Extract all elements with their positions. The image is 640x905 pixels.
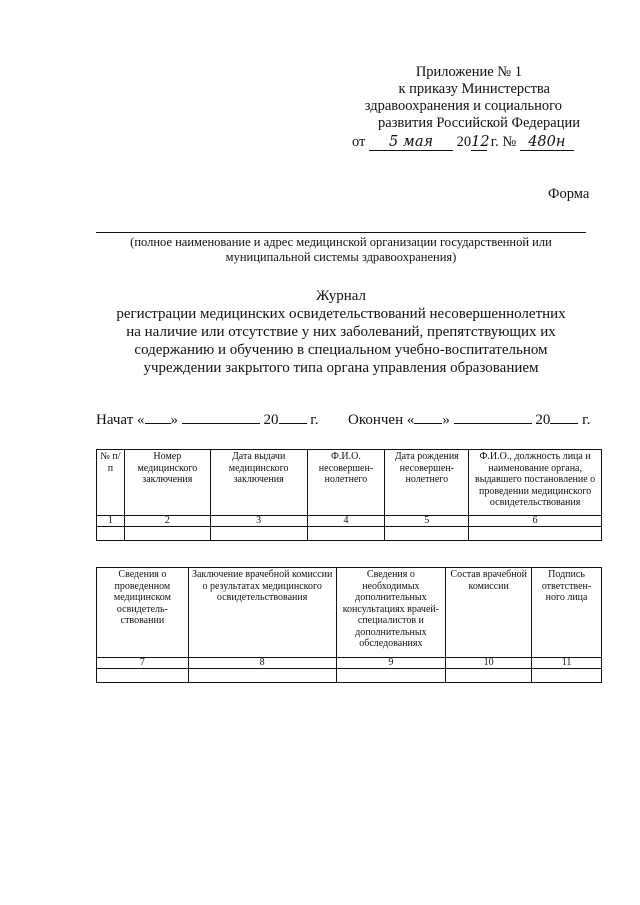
header-cell: Ф.И.О., должность лица и наименование органа, выдавшего постановление о проведении медицинского освидетельствования	[469, 450, 602, 516]
title-line: регистрации медицинских освидетельствований несовершеннолетних	[116, 306, 566, 322]
table-cell	[446, 669, 532, 683]
journal-dates	[96, 409, 596, 429]
column-number: 11	[532, 658, 602, 669]
title-line: учреждении закрытого типа органа управления образованием	[143, 360, 539, 376]
ended-day-blank	[414, 409, 442, 424]
column-number: 10	[446, 658, 532, 669]
started-month-blank	[182, 409, 260, 424]
order-signature-row	[352, 134, 574, 151]
appendix-line: к приказу Министерства	[398, 81, 550, 97]
table-cell	[469, 527, 602, 541]
table-cell	[385, 527, 469, 541]
column-number: 9	[336, 658, 446, 669]
header-cell: Дата выдачи медицинского заключения	[210, 450, 307, 516]
header-cell: Состав врачебной комиссии	[446, 568, 532, 658]
header-cell: № п/п	[97, 450, 125, 516]
started-year-blank	[279, 409, 307, 424]
year-prefix: 20	[535, 412, 551, 428]
table-cell	[124, 527, 210, 541]
handwritten-date: 5 мая	[369, 134, 453, 151]
title-line: содержанию и обучению в специальном учебно-воспитательном	[134, 342, 548, 358]
handwritten-year: 12	[471, 134, 490, 150]
appendix-line: Приложение № 1	[415, 64, 522, 80]
table-cell	[97, 669, 189, 683]
column-number: 2	[124, 516, 210, 527]
header-cell: Подпись ответствен-ного лица	[532, 568, 602, 658]
header-cell: Номер медицинского заключения	[124, 450, 210, 516]
ended-year-blank	[550, 409, 578, 424]
quote-close: »	[170, 412, 179, 428]
column-number: 7	[97, 658, 189, 669]
header-cell: Сведения о необходимых дополнительных консультациях врачей-специалистов и дополнительных обследованиях	[336, 568, 446, 658]
year-suffix: г.	[310, 412, 319, 428]
year-prefix: 20	[263, 412, 279, 428]
column-number: 5	[385, 516, 469, 527]
column-number: 6	[469, 516, 602, 527]
column-number: 4	[307, 516, 385, 527]
header-cell: Сведения о проведенном медицинском освидетель-ствовании	[97, 568, 189, 658]
table-row	[97, 669, 602, 683]
handwritten-order-number: 480н	[520, 134, 574, 151]
ended-month-blank	[454, 409, 532, 424]
column-number: 1	[97, 516, 125, 527]
org-caption-line: муниципальной системы здравоохранения)	[225, 250, 457, 264]
started-label: Начат «	[96, 412, 145, 428]
header-cell: Ф.И.О. несовершен-нолетнего	[307, 450, 385, 516]
from-label: от	[352, 134, 366, 150]
org-name-blank-line	[96, 232, 586, 233]
form-label: Форма	[548, 186, 590, 202]
journal-table-1	[96, 449, 602, 541]
year-prefix: 20	[456, 134, 472, 150]
journal-table-2	[96, 567, 602, 683]
table-cell	[336, 669, 446, 683]
table-cell	[188, 669, 336, 683]
year-suffix: г.	[582, 412, 591, 428]
quote-close: »	[442, 412, 450, 428]
appendix-header	[340, 64, 580, 132]
number-label: г. №	[490, 134, 517, 150]
table-header-row	[97, 568, 602, 658]
org-caption-line: (полное наименование и адрес медицинской организации государственной или	[130, 235, 552, 249]
column-number: 8	[188, 658, 336, 669]
table-cell	[532, 669, 602, 683]
journal-title	[96, 287, 586, 377]
column-number: 3	[210, 516, 307, 527]
header-cell: Дата рождения несовершен-нолетнего	[385, 450, 469, 516]
table-row	[97, 527, 602, 541]
table-cell	[307, 527, 385, 541]
table-cell	[97, 527, 125, 541]
table-header-row	[97, 450, 602, 516]
column-number-row	[97, 658, 602, 669]
title-line: на наличие или отсутствие у них заболеваний, препятствующих их	[126, 324, 556, 340]
column-number-row	[97, 516, 602, 527]
appendix-line: здравоохранения и социального	[364, 98, 562, 114]
ended-label: Окончен «	[347, 412, 415, 428]
org-caption	[96, 235, 586, 265]
header-cell: Заключение врачебной комиссии о результатах медицинского освидетельствования	[188, 568, 336, 658]
appendix-line: развития Российской Федерации	[378, 115, 580, 131]
started-day-blank	[145, 409, 171, 424]
table-cell	[210, 527, 307, 541]
title-line: Журнал	[315, 288, 366, 304]
